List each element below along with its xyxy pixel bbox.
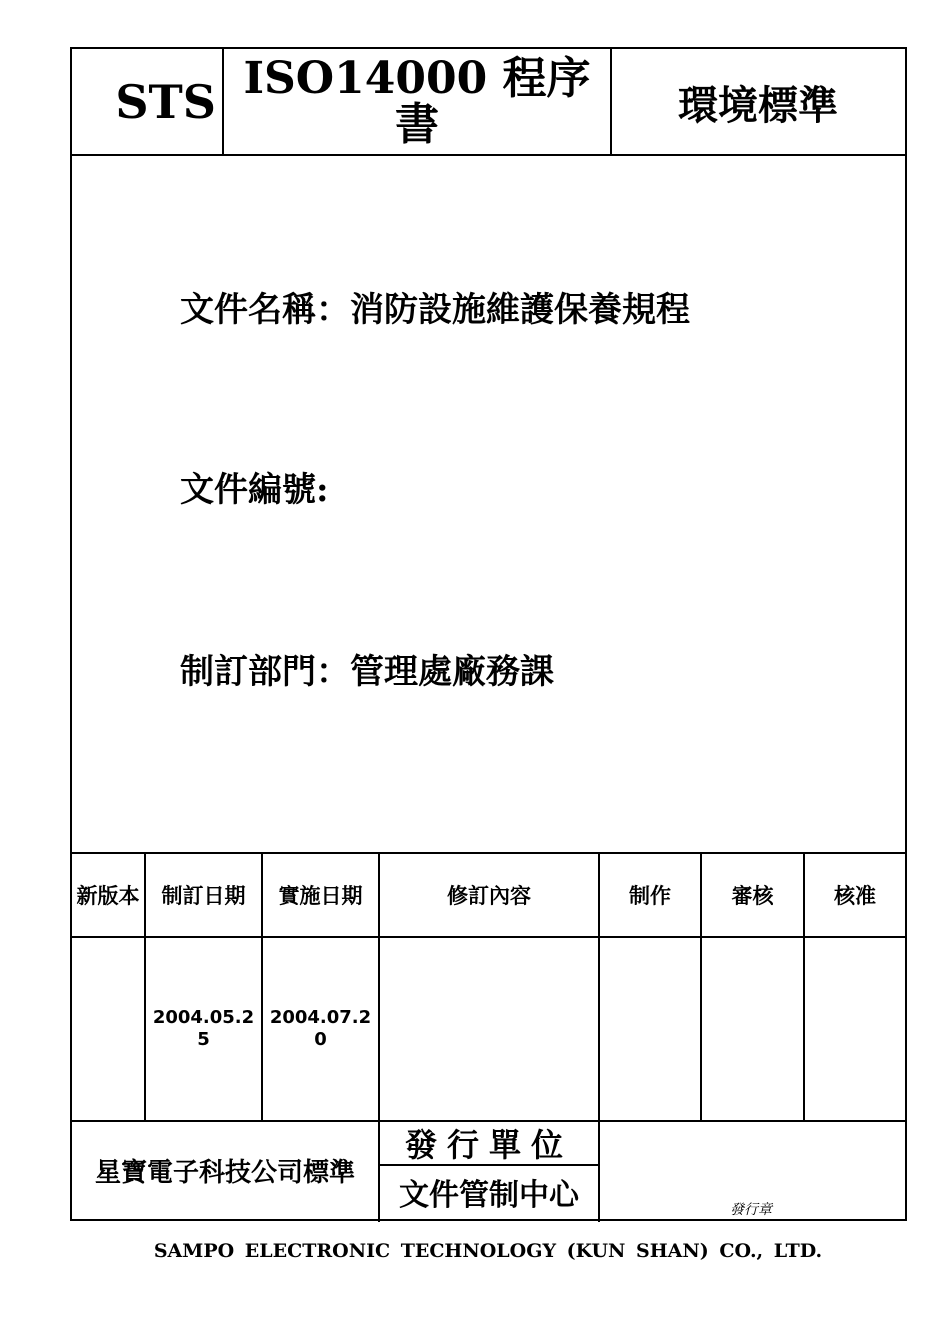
table-header-prepared: 制作	[629, 883, 671, 908]
field-department	[180, 644, 554, 693]
table-row-effective-date: 2004.07.20	[269, 1007, 372, 1050]
field-department-label: 制訂部門：	[180, 652, 350, 692]
field-document-number	[180, 462, 329, 511]
company-standard: 星寶電子科技公司標準	[94, 1157, 355, 1188]
field-department-value: 管理處廠務課	[350, 652, 554, 692]
header-category: 環境標準	[678, 81, 838, 129]
field-document-number-label: 文件編號:	[180, 470, 329, 510]
table-header-revision-content: 修訂內容	[447, 883, 531, 908]
table-header-reviewed: 審核	[731, 883, 774, 908]
issue-seal-label: 發行章	[730, 1202, 772, 1218]
issue-unit: 文件管制中心	[399, 1178, 579, 1213]
issue-unit-title: 發行單位	[404, 1126, 573, 1164]
table-header-approved: 核准	[834, 883, 876, 908]
table-row-revision-content	[380, 938, 598, 1120]
header-divider	[70, 154, 907, 156]
table-header-effective-date: 實施日期	[278, 883, 363, 908]
footer-company-name: SAMPO ELECTRONIC TECHNOLOGY (KUN SHAN) CO., LTD.	[153, 1240, 823, 1262]
table-row-approved	[805, 938, 905, 1120]
table-row-version	[72, 938, 144, 1120]
table-row-draft-date: 2004.05.25	[152, 1007, 255, 1050]
header-doc-type: ISO14000 程序書	[243, 53, 591, 150]
field-document-name-value: 消防設施維護保養規程	[350, 290, 690, 330]
field-document-name-label: 文件名稱：	[180, 290, 350, 330]
table-header-version: 新版本	[76, 883, 140, 908]
header-code: STS	[115, 75, 216, 129]
table-row-prepared	[600, 938, 700, 1120]
field-document-name	[180, 282, 690, 331]
table-header-draft-date: 制訂日期	[161, 883, 246, 908]
table-row-reviewed	[702, 938, 803, 1120]
